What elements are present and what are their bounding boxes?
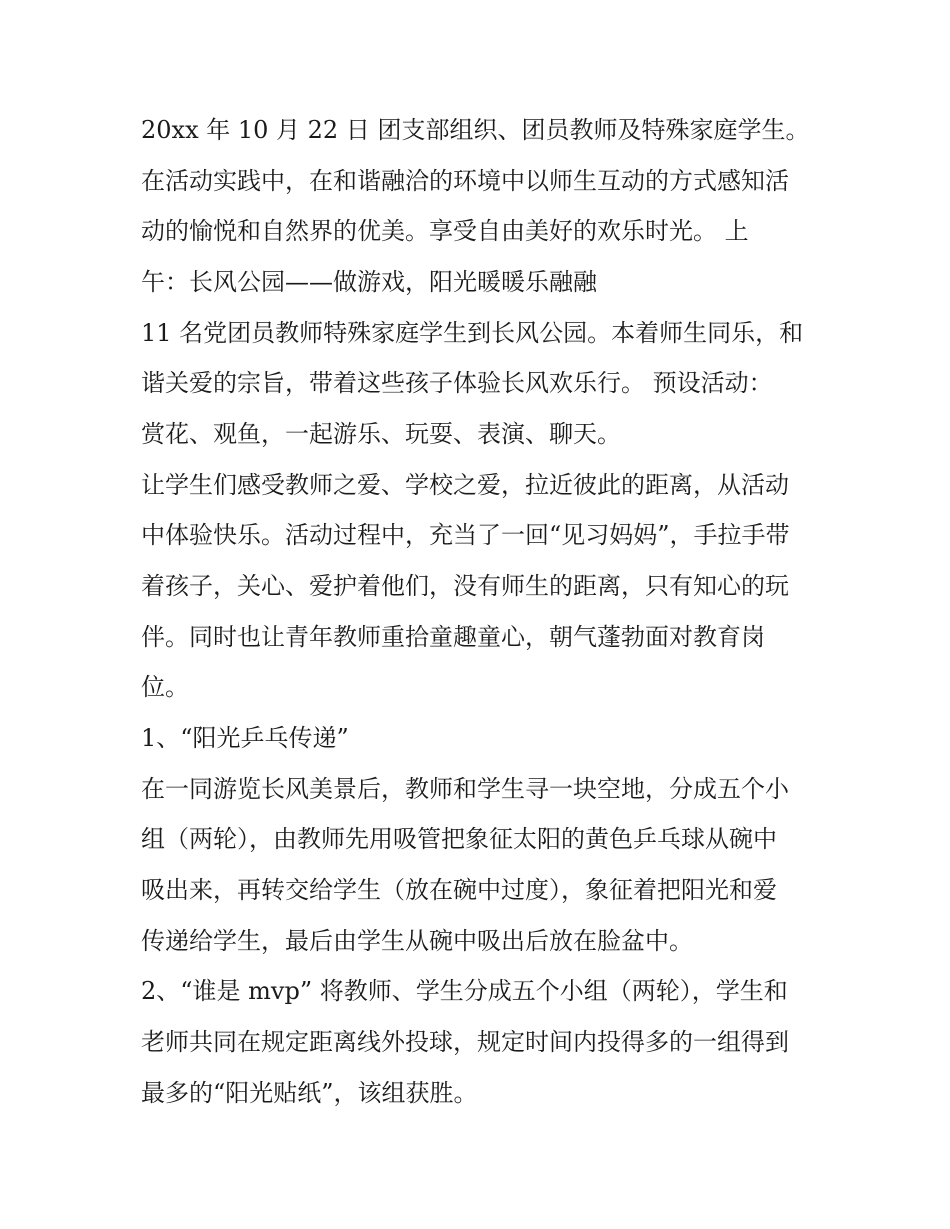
text-line: 动的愉悦和自然界的优美。享受自由美好的欢乐时光。 上: [141, 217, 749, 245]
text-line: 组（两轮），由教师先用吸管把象征太阳的黄色乒乓球从碗中: [141, 825, 777, 853]
text-line: 中体验快乐。活动过程中，充当了一回“见习妈妈”，手拉手带: [141, 521, 790, 549]
text-line: 让学生们感受教师之爱、学校之爱，拉近彼此的距离，从活动: [141, 471, 789, 499]
text-line: 午：长风公园——做游戏，阳光暖暖乐融融: [141, 268, 597, 296]
text-line: 着孩子，关心、爱护着他们，没有师生的距离，只有知心的玩: [141, 572, 789, 600]
text-line: 老师共同在规定距离线外投球，规定时间内投得多的一组得到: [141, 1028, 789, 1056]
text-line: 吸出来，再转交给学生（放在碗中过度），象征着把阳光和爱: [141, 876, 777, 904]
text-line: 谐关爱的宗旨，带着这些孩子体验长风欢乐行。 预设活动：: [141, 369, 773, 397]
text-line: 20xx 年 10 月 22 日 团支部组织、团员教师及特殊家庭学生。: [141, 116, 810, 144]
text-line: 在一同游览长风美景后，教师和学生寻一块空地，分成五个小: [141, 775, 789, 803]
text-line: 伴。同时也让青年教师重拾童趣童心，朝气蓬勃面对教育岗: [141, 623, 765, 651]
text-line: 赏花、观鱼，一起游乐、玩耍、表演、聊天。: [141, 420, 621, 448]
text-line: 2、“谁是 mvp” 将教师、学生分成五个小组（两轮），学生和: [141, 977, 788, 1005]
section-heading: 1、“阳光乒乓传递”: [141, 724, 349, 752]
text-line: 11 名党团员教师特殊家庭学生到长风公园。本着师生同乐，和: [141, 319, 804, 347]
text-line: 位。: [141, 673, 189, 701]
text-line: 在活动实践中，在和谐融洽的环境中以师生互动的方式感知活: [141, 167, 789, 195]
text-line: 传递给学生，最后由学生从碗中吸出后放在脸盆中。: [141, 927, 693, 955]
text-line: 最多的“阳光贴纸”，该组获胜。: [141, 1079, 478, 1107]
